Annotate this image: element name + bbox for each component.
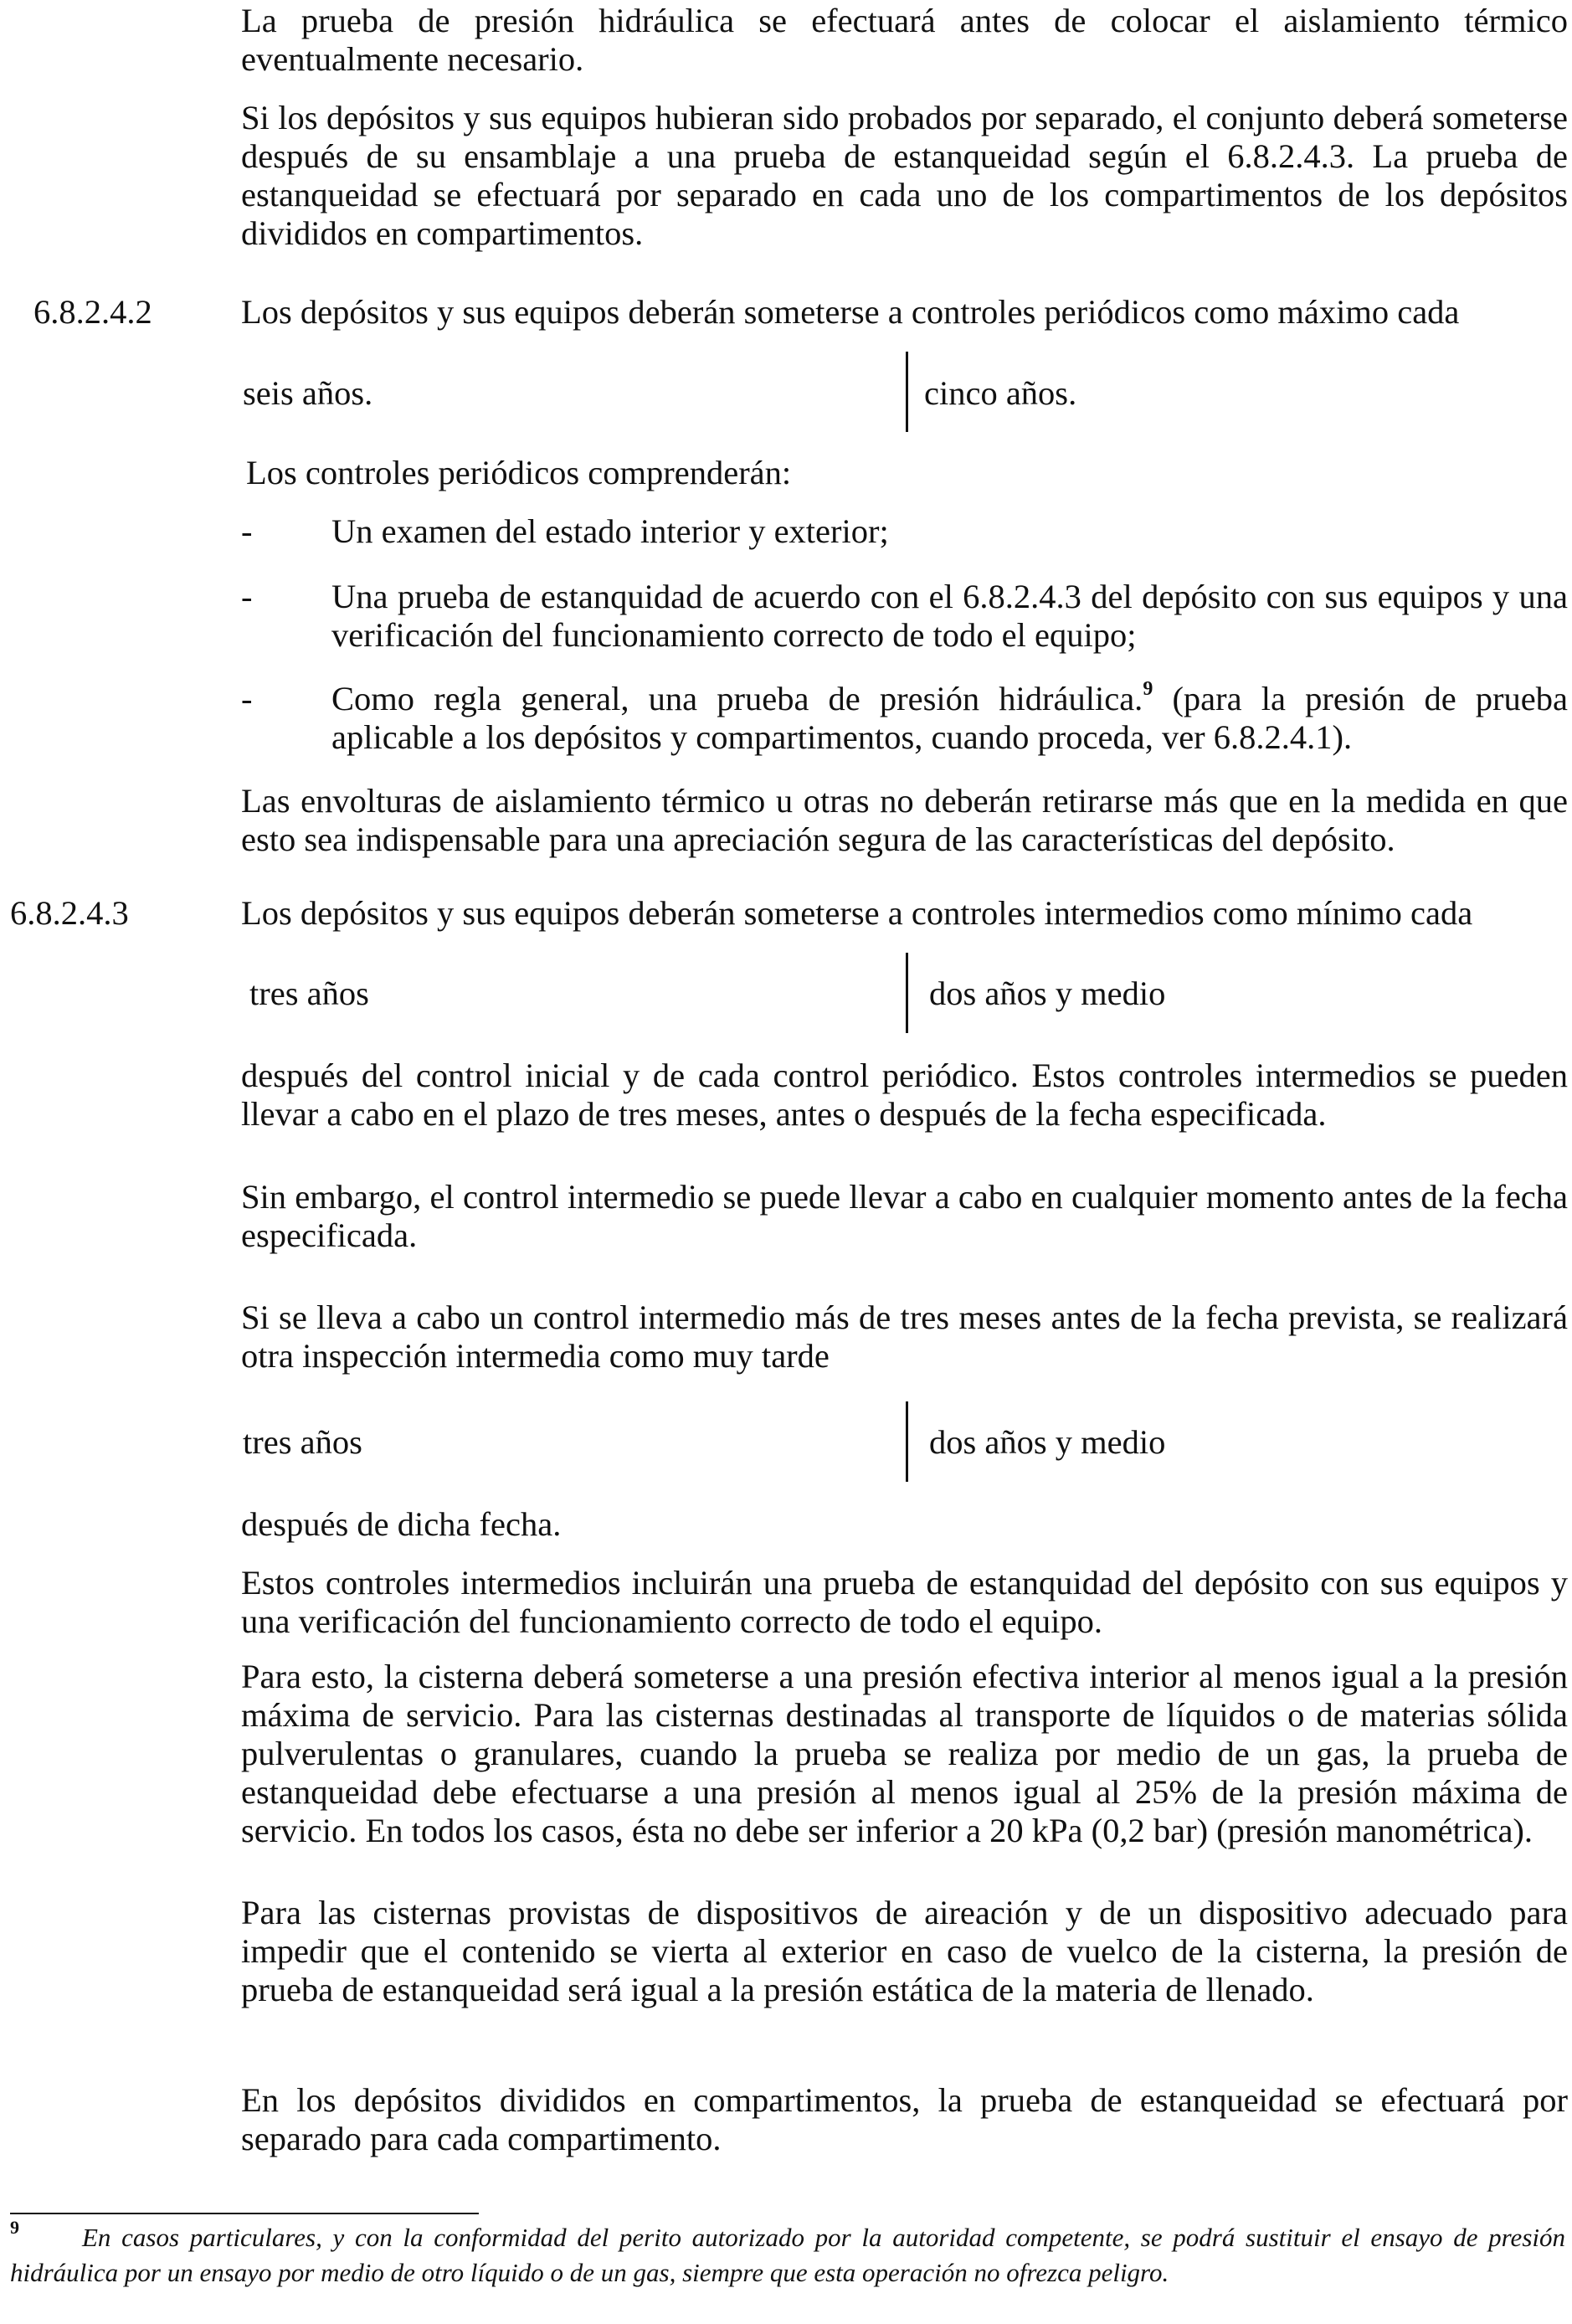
- however-paragraph: Sin embargo, el control intermedio se puede llevar a cabo en cualquier momento antes de la fecha especificada.: [241, 1178, 1568, 1254]
- paragraph-pressure-test: La prueba de presión hidráulica se efectuará antes de colocar el aislamiento térmico eventualmente necesario.: [241, 2, 1568, 78]
- intermediate-contents-paragraph: Estos controles intermedios incluirán una prueba de estanquidad del depósito con sus equipos y una verificación del funcionamiento correcto de todo el equipo.: [241, 1564, 1568, 1640]
- hydraulic-test-text: Como regla general, una prueba de presión hidráulica.: [331, 680, 1143, 717]
- footnote-text: En casos particulares, y con la conformidad del perito autorizado por la autoridad competente, se podrá sustituir el ensayo de presión hidráulica por un ensayo por medio de otro líquido o de un gas, siempre que esta operación no ofrezca peligro.: [10, 2223, 1565, 2287]
- column-divider: [906, 953, 908, 1033]
- interval-right-column: dos años y medio: [929, 974, 1166, 1012]
- footnote-mark: 9: [10, 2217, 19, 2238]
- interval-left-column: tres años: [243, 1423, 362, 1461]
- column-divider: [906, 352, 908, 432]
- section-number-6-8-2-4-3: 6.8.2.4.3: [10, 894, 129, 932]
- early-control-paragraph: Si se lleva a cabo un control intermedio más de tres meses antes de la fecha prevista, se realizará otra inspección intermedia como muy tarde: [241, 1298, 1568, 1375]
- paragraph-separate-testing: Si los depósitos y sus equipos hubieran sido probados por separado, el conjunto deberá someterse después de su ensamblaje a una prueba de estanqueidad según el 6.8.2.4.3. La prueba de estanqueidad se efectuará por separado en cada uno de los compartimentos de los depósitos divididos en compartimentos.: [241, 99, 1568, 252]
- list-dash: -: [241, 578, 253, 615]
- section-number-6-8-2-4-2: 6.8.2.4.2: [33, 293, 152, 331]
- column-divider: [906, 1401, 908, 1482]
- aeration-devices-paragraph: Para las cisternas provistas de dispositivos de aireación y de un dispositivo adecuado para impedir que el contenido se vierta al exterior en caso de vuelco de la cisterna, la presión de prueba de estanqueidad será igual a la presión estática de la materia de llenado.: [241, 1894, 1568, 2008]
- interval-right-column: dos años y medio: [929, 1423, 1166, 1461]
- list-dash: -: [241, 680, 253, 717]
- list-item-examination: Un examen del estado interior y exterior;: [331, 512, 889, 550]
- insulation-paragraph: Las envolturas de aislamiento térmico u otras no deberán retirarse más que en la medida en que esto sea indispensable para una apreciación segura de las características del depósito.: [241, 782, 1568, 858]
- period-right-column: cinco años.: [924, 374, 1077, 412]
- section-6-8-2-4-3-intro: Los depósitos y sus equipos deberán someterse a controles intermedios como mínimo cada: [241, 894, 1473, 932]
- after-control-paragraph: después del control inicial y de cada control periódico. Estos controles intermedios se pueden llevar a cabo en el plazo de tres meses, antes o después de la fecha especificada.: [241, 1057, 1568, 1133]
- interval-left-column: tres años: [249, 974, 369, 1012]
- footnote-separator: [10, 2213, 479, 2214]
- list-item-leak-test: Una prueba de estanquidad de acuerdo con el 6.8.2.4.3 del depósito con sus equipos y una verificación del funcionamiento correcto de todo el equipo;: [331, 578, 1568, 654]
- hydraulic-test-text-cont: (para la presión de prueba aplicable a los depósitos y compartimentos, cuando proceda, ver 6.8.2.4.1).: [331, 680, 1568, 756]
- footnote-reference[interactable]: 9: [1143, 678, 1153, 700]
- list-dash: -: [241, 512, 253, 550]
- pressure-requirements-paragraph: Para esto, la cisterna deberá someterse a una presión efectiva interior al menos igual a la presión máxima de servicio. Para las cisternas destinadas al transporte de líquidos o de materias sólida pulverulentas o granulares, cuando la prueba se realiza por medio de un gas, la prueba de estanqueidad debe efectuarse a una presión al menos igual al 25% de la presión máxima de servicio. En todos los casos, ésta no debe ser inferior a 20 kPa (0,2 bar) (presión manométrica).: [241, 1658, 1568, 1849]
- compartments-paragraph: En los depósitos divididos en compartimentos, la prueba de estanqueidad se efectuará por separado para cada compartimento.: [241, 2081, 1568, 2157]
- periodic-controls-intro: Los controles periódicos comprenderán:: [246, 454, 792, 491]
- section-6-8-2-4-2-intro: Los depósitos y sus equipos deberán someterse a controles periódicos como máximo cada: [241, 293, 1460, 331]
- period-left-column: seis años.: [243, 374, 373, 412]
- list-item-hydraulic-test: [331, 680, 1568, 757]
- after-date-paragraph: después de dicha fecha.: [241, 1505, 562, 1543]
